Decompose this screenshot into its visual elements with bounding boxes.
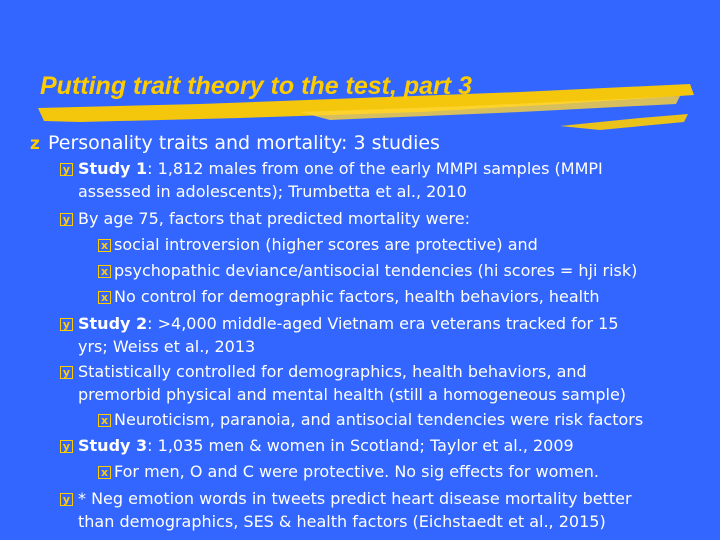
bullet-study2-controls: Statistically controlled for demographics, health behaviors, and	[78, 362, 587, 381]
bullet-study3	[78, 438, 574, 454]
bullet-study2	[78, 316, 619, 332]
bullet-study1-cont: assessed in adolescents); Trumbetta et al., 2010	[78, 182, 467, 201]
x-bullet-icon: x	[98, 466, 111, 479]
bullet-study1-introversion: social introversion (higher scores are protective) and	[114, 235, 538, 254]
study2-label: Study 2	[78, 314, 148, 333]
y-bullet-icon: y	[60, 213, 73, 226]
bullet-study2-cont: yrs; Weiss et al., 2013	[78, 337, 256, 356]
slide-title: Putting trait theory to the test, part 3	[40, 72, 472, 100]
z-bullet-icon: z	[30, 134, 40, 154]
bullet-study1-psychopathic: psychopathic deviance/antisocial tendencies (hi scores = hji risk)	[114, 261, 638, 280]
bullet-l1-heading: Personality traits and mortality: 3 studies	[48, 132, 440, 154]
bullet-study2-risk-factors: Neuroticism, paranoia, and antisocial tendencies were risk factors	[114, 410, 644, 429]
bullet-study1-no-control: No control for demographic factors, health behaviors, health	[114, 287, 600, 306]
bullet-study3-protective: For men, O and C were protective. No sig effects for women.	[114, 462, 600, 481]
y-bullet-icon: y	[60, 366, 73, 379]
bullet-study1	[78, 161, 603, 177]
study1-label: Study 1	[78, 159, 148, 178]
bullet-study2-controls-cont: premorbid physical and mental health (still a homogeneous sample)	[78, 385, 627, 404]
study3-label: Study 3	[78, 436, 148, 455]
study3-text: : 1,035 men & women in Scotland; Taylor et al., 2009	[147, 436, 574, 455]
y-bullet-icon: y	[60, 163, 73, 176]
y-bullet-icon: y	[60, 493, 73, 506]
y-bullet-icon: y	[60, 318, 73, 331]
x-bullet-icon: x	[98, 414, 111, 427]
x-bullet-icon: x	[98, 265, 111, 278]
y-bullet-icon: y	[60, 440, 73, 453]
bullet-tweets-cont: than demographics, SES & health factors (Eichstaedt et al., 2015)	[78, 512, 606, 531]
x-bullet-icon: x	[98, 239, 111, 252]
study2-text: : >4,000 middle-aged Vietnam era veterans tracked for 15	[147, 314, 619, 333]
bullet-study1-predictors: By age 75, factors that predicted mortality were:	[78, 209, 470, 228]
x-bullet-icon: x	[98, 291, 111, 304]
study1-text: : 1,812 males from one of the early MMPI samples (MMPI	[147, 159, 603, 178]
bullet-tweets: * Neg emotion words in tweets predict heart disease mortality better	[78, 489, 632, 508]
